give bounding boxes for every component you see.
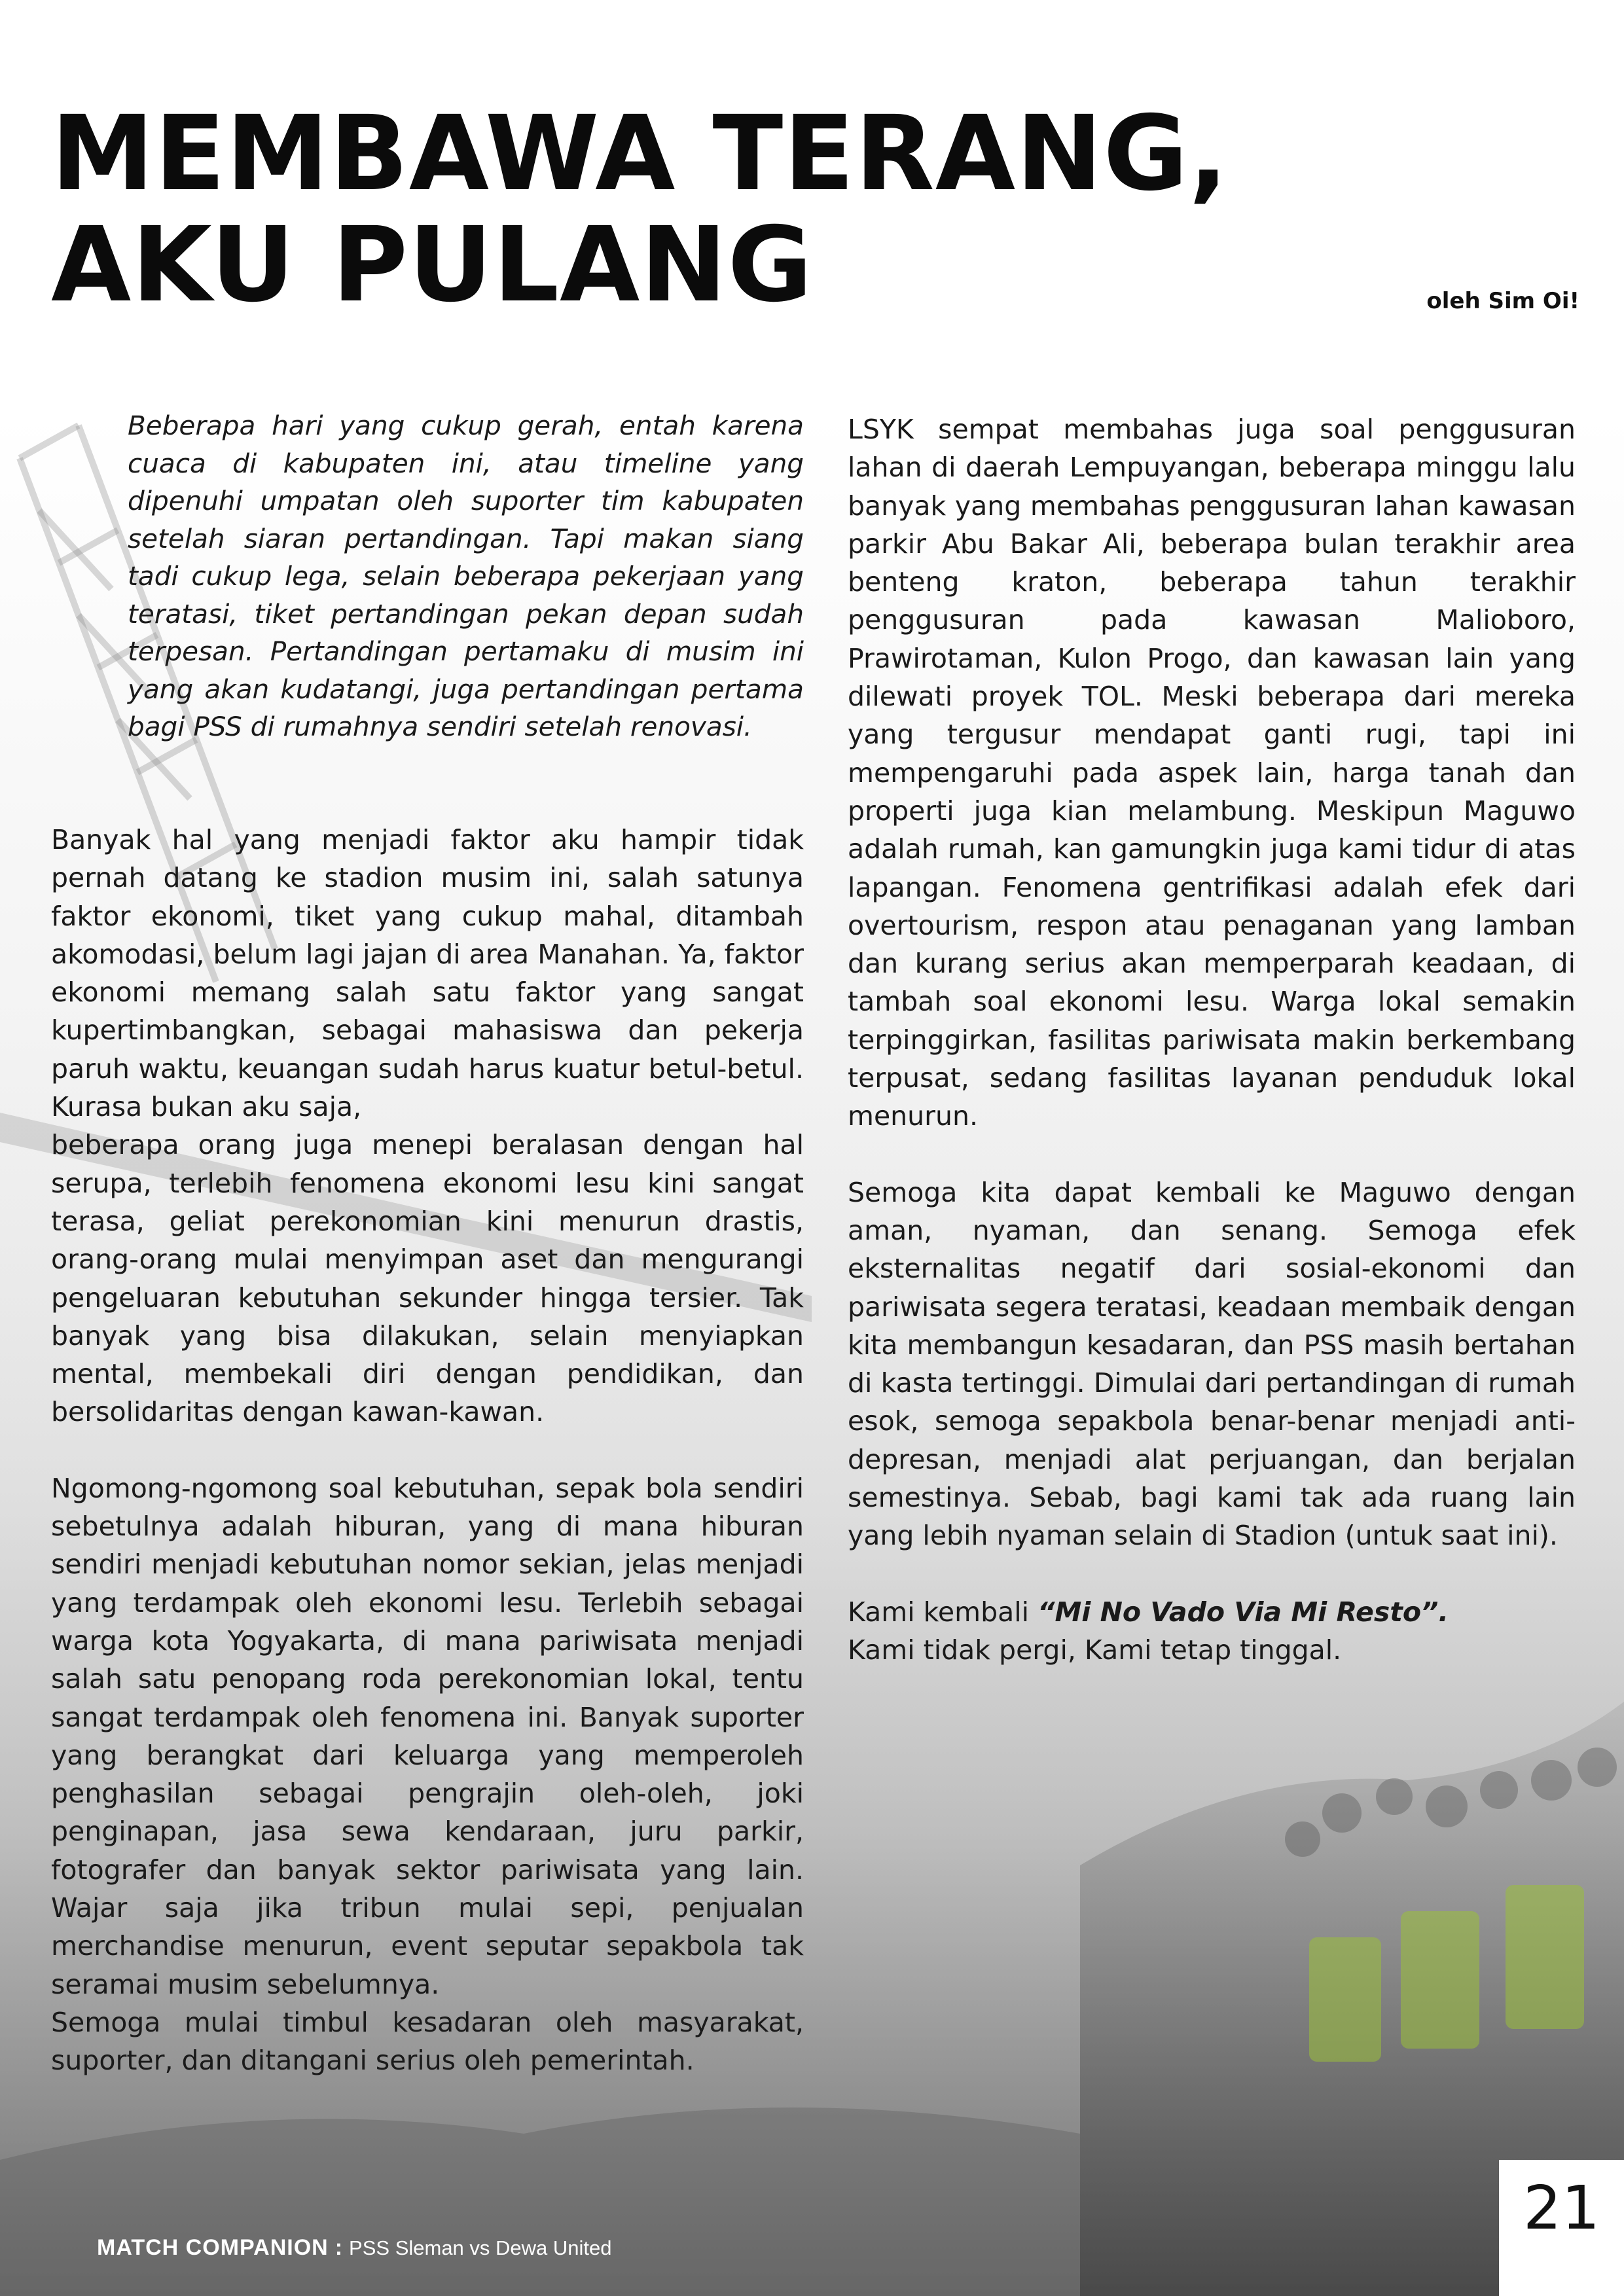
closing-paragraph bbox=[848, 1593, 1576, 1631]
paragraph: Semoga kita dapat kembali ke Maguwo dengan aman, nyaman, dan senang. Semoga efek eksternalitas negatif dari sosial-ekonomi dan pariwisata segera teratasi, keadaan membaik dengan kita membangun kesadaran, dan PSS masih bertahan di kasta tertinggi. Dimulai dari pertandingan di rumah esok, semoga sepakbola benar-benar menjadi anti-depresan, menjadi alat perjuangan, dan berjalan semestinya. Sebab, bagi kami tak ada ruang lain yang lebih nyaman selain di Stadion (untuk saat ini). bbox=[848, 1176, 1576, 1552]
page-number: 21 bbox=[1523, 2173, 1600, 2243]
paragraph: Ngomong-ngomong soal kebutuhan, sepak bola sendiri sebetulnya adalah hiburan, yang di mana hiburan sendiri menjadi kebutuhan nomor sekian, jelas menjadi yang terdampak oleh ekonomi lesu. Terlebih sebagai warga kota Yogyakarta, di mana pariwisata menjadi salah satu penopang roda perekonomian lokal, tentu sangat terdampak oleh fenomena ini. Banyak suporter yang berangkat dari keluarga yang memperoleh penghasilan sebagai pengrajin oleh-oleh, joki penginapan, jasa sewa kendaraan, juru parkir, fotografer dan banyak sektor pariwisata yang lain. Wajar saja jika tribun mulai sepi, penjualan merchandise menurun, event seputar sepakbola tak seramai musim sebelumnya. bbox=[51, 1472, 804, 2000]
footer bbox=[97, 2235, 612, 2261]
byline: oleh Sim Oi! bbox=[1426, 288, 1579, 314]
left-column bbox=[51, 821, 804, 2080]
paragraph: Banyak hal yang menjadi faktor aku hampir tidak pernah datang ke stadion musim ini, salah satunya faktor ekonomi, tiket yang cukup mahal, ditambah akomodasi, belum lagi jajan di area Manahan. Ya, faktor ekonomi memang salah satu faktor yang sangat kupertimbangkan, sebagai mahasiswa dan pekerja paruh waktu, keuangan sudah harus kuatur betul-betul. Kurasa bukan aku saja, bbox=[51, 824, 804, 1123]
paragraph: LSYK sempat membahas juga soal penggusuran lahan di daerah Lempuyangan, beberapa minggu lalu banyak yang membahas penggusuran lahan kawasan parkir Abu Bakar Ali, beberapa bulan terakhir area benteng kraton, beberapa tahun terakhir penggusuran pada kawasan Malioboro, Prawirotaman, Kulon Progo, dan kawasan lain yang dilewati proyek TOL. Meski beberapa dari mereka yang tergusur mendapat ganti rugi, tapi ini mempengaruhi pada aspek lain, harga tanah dan properti juga kian melambung. Meskipun Maguwo adalah rumah, kan gamungkin juga kami tidur di atas lapangan. Fenomena gentrifikasi adalah efek dari overtourism, respon atau penaganan yang lamban dan kurang serius akan memperparah keadaan, di tambah soal ekonomi lesu. Warga lokal semakin terpinggirkan, fasilitas pariwisata makin berkembang terpusat, sedang fasilitas layanan penduduk lokal menurun. bbox=[848, 414, 1576, 1132]
footer-separator: : bbox=[334, 2235, 343, 2260]
closing-line: Kami tidak pergi, Kami tetap tinggal. bbox=[848, 1634, 1342, 1666]
footer-label: MATCH COMPANION bbox=[97, 2235, 329, 2260]
closing-prefix: Kami kembali bbox=[848, 1596, 1038, 1628]
title-line-2: AKU PULANG bbox=[51, 205, 814, 325]
page-number-box bbox=[1499, 2160, 1624, 2296]
paragraph: Semoga mulai timbul kesadaran oleh masyarakat, suporter, dan ditangani serius oleh pemerintah. bbox=[51, 2006, 804, 2077]
paragraph: beberapa orang juga menepi beralasan dengan hal serupa, terlebih fenomena ekonomi lesu kini sangat terasa, geliat perekonomian kini menurun drastis, orang-orang mulai menyimpan aset dan mengurangi pengeluaran kebutuhan sekunder hingga tersier. Tak banyak yang bisa dilakukan, selain menyiapkan mental, membekali diri dengan pendidikan, dan bersolidaritas dengan kawan-kawan. bbox=[51, 1129, 804, 1428]
closing-motto: “Mi No Vado Via Mi Resto”. bbox=[1038, 1596, 1449, 1628]
article-title bbox=[51, 94, 1229, 325]
right-column bbox=[848, 410, 1576, 1669]
title-line-1: MEMBAWA TERANG, bbox=[51, 94, 1229, 214]
footer-match: PSS Sleman vs Dewa United bbox=[349, 2236, 612, 2259]
intro-paragraph: Beberapa hari yang cukup gerah, entah karena cuaca di kabupaten ini, atau timeline yang dipenuhi umpatan oleh suporter tim kabupaten setelah siaran pertandingan. Tapi makan siang tadi cukup lega, selain beberapa pekerjaan yang teratasi, tiket pertandingan pekan depan sudah terpesan. Pertandingan pertamaku di musim ini yang akan kudatangi, juga pertandingan pertama bagi PSS di rumahnya sendiri setelah renovasi. bbox=[128, 410, 804, 742]
